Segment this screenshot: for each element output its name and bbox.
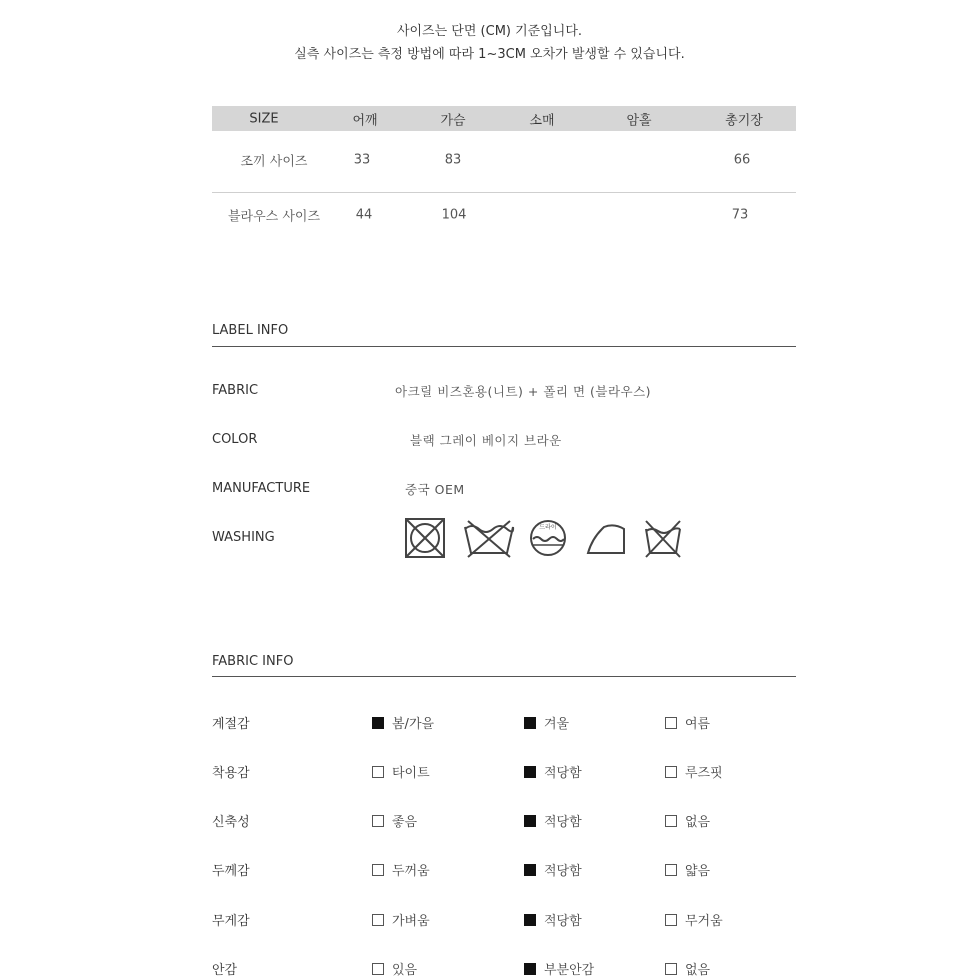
table-row	[212, 200, 796, 230]
fabric-option	[524, 811, 582, 830]
checked-box-icon	[372, 717, 384, 729]
fabric-option-label: 두꺼움	[392, 864, 430, 879]
row-total-length: 66	[733, 152, 751, 168]
fabric-option-label: 없음	[685, 815, 711, 830]
fabric-option	[524, 713, 569, 732]
header-shoulder: 어깨	[352, 113, 378, 128]
fabric-option	[665, 713, 710, 732]
label-info-divider	[212, 346, 796, 347]
fabric-option	[665, 762, 723, 781]
fabric-info-key: 착용감	[212, 766, 250, 781]
fabric-option-label: 봄/가을	[392, 717, 435, 732]
fabric-option	[665, 811, 710, 830]
row-size-name: 블라우스 사이즈	[227, 209, 321, 225]
header-total-length: 총기장	[725, 113, 763, 128]
fabric-option	[524, 959, 594, 978]
fabric-option	[372, 959, 417, 978]
size-table-header	[212, 106, 796, 131]
checked-box-icon	[524, 717, 536, 729]
washing-key: WASHING	[212, 530, 275, 545]
fabric-option-label: 적당함	[544, 914, 582, 929]
fabric-option	[372, 713, 434, 732]
fabric-option-label: 겨울	[544, 717, 570, 732]
fabric-option-label: 타이트	[392, 766, 430, 781]
unchecked-box-icon	[665, 717, 677, 729]
checked-box-icon	[524, 914, 536, 926]
header-sleeve: 소매	[529, 113, 555, 128]
table-row	[212, 145, 796, 175]
unchecked-box-icon	[372, 815, 384, 827]
fabric-key: FABRIC	[212, 383, 259, 398]
color-key: COLOR	[212, 432, 258, 447]
fabric-option	[524, 860, 582, 879]
fabric-option-label: 부분안감	[544, 963, 595, 978]
row-divider	[212, 192, 796, 193]
fabric-option-label: 적당함	[544, 864, 582, 879]
row-size-name: 조끼 사이즈	[240, 154, 308, 170]
fabric-option	[372, 811, 417, 830]
fabric-option-label: 무거움	[685, 914, 723, 929]
checked-box-icon	[524, 766, 536, 778]
manufacture-value: 중국 OEM	[405, 482, 465, 497]
checked-box-icon	[524, 963, 536, 975]
fabric-option	[372, 860, 430, 879]
fabric-option-label: 적당함	[544, 766, 582, 781]
no-tumble-dry-icon	[402, 515, 448, 561]
fabric-option	[372, 910, 430, 929]
fabric-option-label: 있음	[392, 963, 418, 978]
fabric-info-key: 신축성	[212, 815, 250, 830]
fabric-option-label: 루즈핏	[685, 766, 723, 781]
fabric-option-label: 가벼움	[392, 914, 430, 929]
fabric-info-key: 계절감	[212, 717, 250, 732]
size-notice: 사이즈는 단면 (CM) 기준입니다.	[396, 24, 583, 39]
fabric-info-key: 안감	[212, 963, 238, 978]
fabric-option	[665, 910, 723, 929]
unchecked-box-icon	[665, 963, 677, 975]
header-armhole: 암홀	[626, 113, 652, 128]
dry-clean-icon	[528, 515, 574, 561]
fabric-info-key: 두께감	[212, 864, 250, 879]
color-value: 블랙 그레이 베이지 브라운	[410, 433, 562, 448]
unchecked-box-icon	[665, 864, 677, 876]
unchecked-box-icon	[665, 766, 677, 778]
fabric-option-label: 없음	[685, 963, 711, 978]
iron-icon	[584, 515, 630, 561]
measurement-notice: 실측 사이즈는 측정 방법에 따라 1~3CM 오차가 발생할 수 있습니다.	[294, 47, 685, 62]
unchecked-box-icon	[372, 963, 384, 975]
no-bleach-icon	[640, 515, 686, 561]
checked-box-icon	[524, 864, 536, 876]
header-size: SIZE	[249, 111, 279, 126]
fabric-option	[372, 762, 430, 781]
fabric-option-label: 적당함	[544, 815, 582, 830]
manufacture-key: MANUFACTURE	[212, 481, 311, 496]
fabric-option	[524, 910, 582, 929]
fabric-option	[665, 959, 710, 978]
label-info-title: LABEL INFO	[212, 323, 289, 338]
fabric-info-key: 무게감	[212, 914, 250, 929]
fabric-info-title: FABRIC INFO	[212, 654, 294, 669]
row-shoulder: 33	[353, 152, 371, 168]
row-total-length: 73	[731, 207, 749, 223]
unchecked-box-icon	[665, 815, 677, 827]
unchecked-box-icon	[665, 914, 677, 926]
fabric-info-divider	[212, 676, 796, 677]
fabric-option-label: 좋음	[392, 815, 418, 830]
fabric-option-label: 얇음	[685, 864, 711, 879]
fabric-option-label: 여름	[685, 717, 711, 732]
dry-label: 드라이	[539, 524, 557, 531]
header-chest: 가슴	[440, 113, 466, 128]
unchecked-box-icon	[372, 766, 384, 778]
row-chest: 83	[444, 152, 462, 168]
fabric-value: 아크릴 비즈혼용(니트) + 폴리 면 (블라우스)	[395, 384, 652, 399]
unchecked-box-icon	[372, 914, 384, 926]
unchecked-box-icon	[372, 864, 384, 876]
fabric-option	[665, 860, 710, 879]
checked-box-icon	[524, 815, 536, 827]
row-shoulder: 44	[355, 207, 373, 223]
fabric-option	[524, 762, 582, 781]
row-chest: 104	[441, 207, 467, 223]
no-wash-icon	[462, 515, 516, 561]
